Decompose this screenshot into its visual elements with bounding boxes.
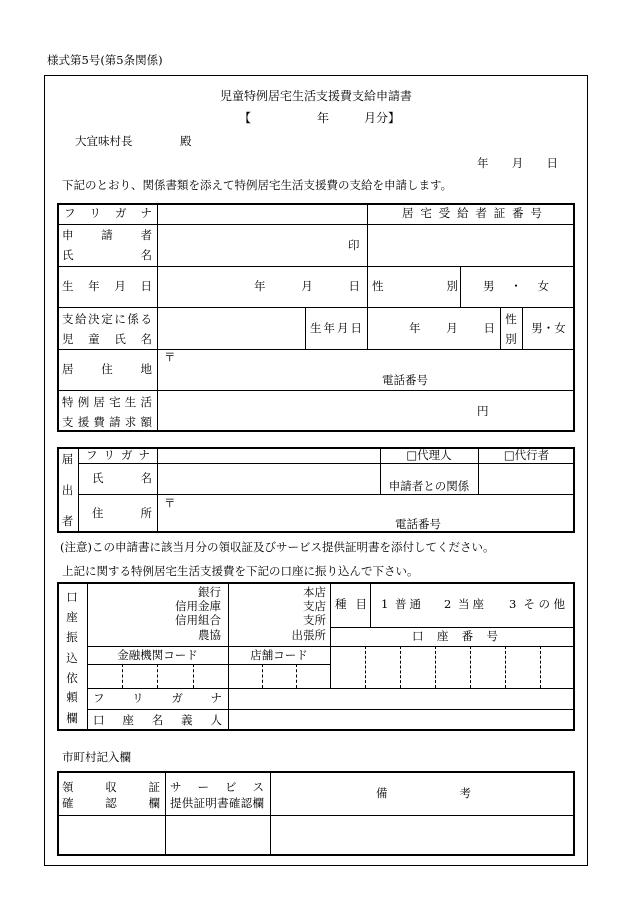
period-month-label: 月分】	[364, 111, 401, 125]
municipal-section-heading: 市町村記入欄	[62, 750, 131, 764]
table-rule	[305, 307, 306, 349]
period-year-label: 年	[317, 111, 330, 125]
table-rule	[367, 203, 368, 349]
digit-divider	[193, 664, 194, 688]
certificate-number-label: 居 宅 受 給 者 証 番 号	[402, 206, 542, 220]
child-name-label-line2: 児 童 氏 名	[62, 332, 152, 346]
account-holder-label: 口 座 名 義 人	[93, 713, 222, 727]
application-date: 年 月 日	[477, 156, 558, 170]
table-rule	[157, 203, 158, 432]
branch-type-branch: 支店	[303, 599, 326, 613]
digit-divider	[262, 664, 263, 688]
transfer-side-label-char: 欄	[66, 711, 78, 725]
notifier-address-label: 住 所	[92, 506, 152, 520]
transfer-side-label-char: 振	[66, 630, 78, 644]
digit-divider	[540, 646, 541, 688]
account-furigana-label: フ リ ガ ナ	[93, 691, 222, 705]
table-rule	[57, 815, 575, 816]
branch-type-sub-branch: 支所	[303, 613, 326, 627]
digit-divider	[122, 664, 123, 688]
child-sex-label-line2: 別	[505, 332, 517, 346]
account-type-ordinary: 1 普通	[381, 597, 421, 611]
receipt-check-label-line1: 領 収 証	[62, 780, 160, 794]
notifier-furigana-label: フ リ ガ ナ	[86, 448, 150, 462]
institution-type-credit-union: 信用組合	[175, 613, 221, 627]
digit-divider	[470, 646, 471, 688]
applicant-name-label-line2: 氏 名	[62, 248, 152, 262]
digit-divider	[296, 664, 297, 688]
account-type-current: 2 当座	[444, 597, 484, 611]
service-cert-check-label-line2: 提供証明書確認欄	[170, 796, 264, 810]
institution-type-bank: 銀行	[198, 585, 221, 599]
account-number-label: 口 座 番 号	[412, 629, 498, 643]
seal-mark: 印	[348, 238, 360, 252]
table-rule	[78, 463, 575, 464]
child-birth-date-label: 生年月日	[310, 321, 362, 335]
proxy-checkbox: □代行者	[503, 448, 550, 462]
addressee-name: 大宜味村長	[75, 134, 133, 148]
birth-date-label: 生 年 月 日	[62, 279, 152, 293]
residence-phone-label: 電話番号	[382, 373, 428, 387]
table-rule	[78, 447, 79, 533]
table-rule	[165, 771, 166, 856]
child-sex-options: 男・女	[531, 321, 566, 335]
notifier-postal-mark: 〒	[164, 496, 176, 510]
branch-type-outlet: 出張所	[291, 628, 326, 642]
branch-type-head-office: 本店	[303, 585, 326, 599]
digit-divider	[505, 646, 506, 688]
residence-label: 居 住 地	[62, 362, 152, 376]
branch-code-label: 店舗コード	[250, 648, 308, 662]
table-rule	[270, 771, 271, 856]
notifier-side-label-char: 届	[61, 452, 74, 466]
digit-divider	[400, 646, 401, 688]
table-rule	[57, 390, 575, 391]
table-rule	[57, 224, 575, 225]
institution-type-shinkin: 信用金庫	[175, 599, 221, 613]
child-birth-date-placeholder: 年 月 日	[409, 321, 495, 335]
transfer-request: 上記に関する特例居宅生活支援費を下記の口座に振り込んで下さい。	[62, 564, 419, 578]
table-rule	[157, 447, 158, 533]
attachment-notice: (注意)この申請書に該当月分の領収証及びサービス提供証明書を添付してください。	[60, 540, 495, 554]
notifier-side-label-char: 者	[61, 514, 74, 528]
table-rule	[370, 582, 371, 627]
child-sex-label-line1: 性	[505, 312, 517, 326]
table-rule	[460, 266, 461, 307]
transfer-side-label-char: 座	[66, 610, 78, 624]
digit-divider	[435, 646, 436, 688]
residence-postal-mark: 〒	[164, 350, 176, 364]
receipt-check-label-line2: 確 認 欄	[62, 796, 160, 810]
account-type-other: 3 その他	[509, 597, 565, 611]
sex-options: 男 ・ 女	[483, 279, 549, 293]
notifier-side-label-char: 出	[61, 483, 74, 497]
addressee-honorific: 殿	[180, 134, 192, 148]
bank-code-label: 金融機関コード	[117, 648, 198, 662]
birth-date-placeholder: 年 月 日	[254, 279, 360, 293]
table-rule	[78, 494, 575, 495]
form-number: 様式第5号(第5条関係)	[47, 53, 163, 67]
notifier-phone-label: 電話番号	[395, 517, 441, 531]
applicant-name-label-line1: 申 請 者	[62, 228, 152, 242]
service-cert-check-label-line1: サ ー ビ ス	[170, 780, 264, 794]
institution-type-agri-coop: 農協	[198, 628, 221, 642]
period-open-bracket: 【	[239, 111, 252, 125]
claim-amount-label-line1: 特例居宅生活	[62, 395, 152, 409]
digit-divider	[365, 646, 366, 688]
relation-label: 申請者との関係	[388, 479, 470, 493]
transfer-side-label-char: 口	[66, 590, 78, 604]
sex-label: 性 別	[372, 279, 458, 293]
digit-divider	[157, 664, 158, 688]
form-title: 児童特例居宅生活支援費支給申請書	[219, 89, 412, 103]
application-statement: 下記のとおり、関係書類を添えて特例居宅生活支援費の支給を申請します。	[62, 178, 453, 192]
claim-amount-label-line2: 支援費請求額	[62, 415, 152, 429]
table-rule	[330, 582, 331, 688]
child-name-label-line1: 支給決定に係る	[62, 312, 152, 326]
transfer-side-label-char: 依	[66, 671, 78, 685]
transfer-side-label-char: 込	[66, 651, 78, 665]
notifier-name-label: 氏 名	[92, 471, 152, 485]
table-rule	[87, 664, 330, 665]
account-type-label: 種 目	[335, 597, 367, 611]
remarks-label: 備 考	[376, 786, 471, 800]
yen-unit: 円	[477, 404, 489, 418]
applicant-furigana-label: フ リ ガ ナ	[64, 206, 152, 220]
transfer-side-label-char: 頼	[66, 690, 78, 704]
agent-checkbox: □代理人	[406, 448, 452, 462]
